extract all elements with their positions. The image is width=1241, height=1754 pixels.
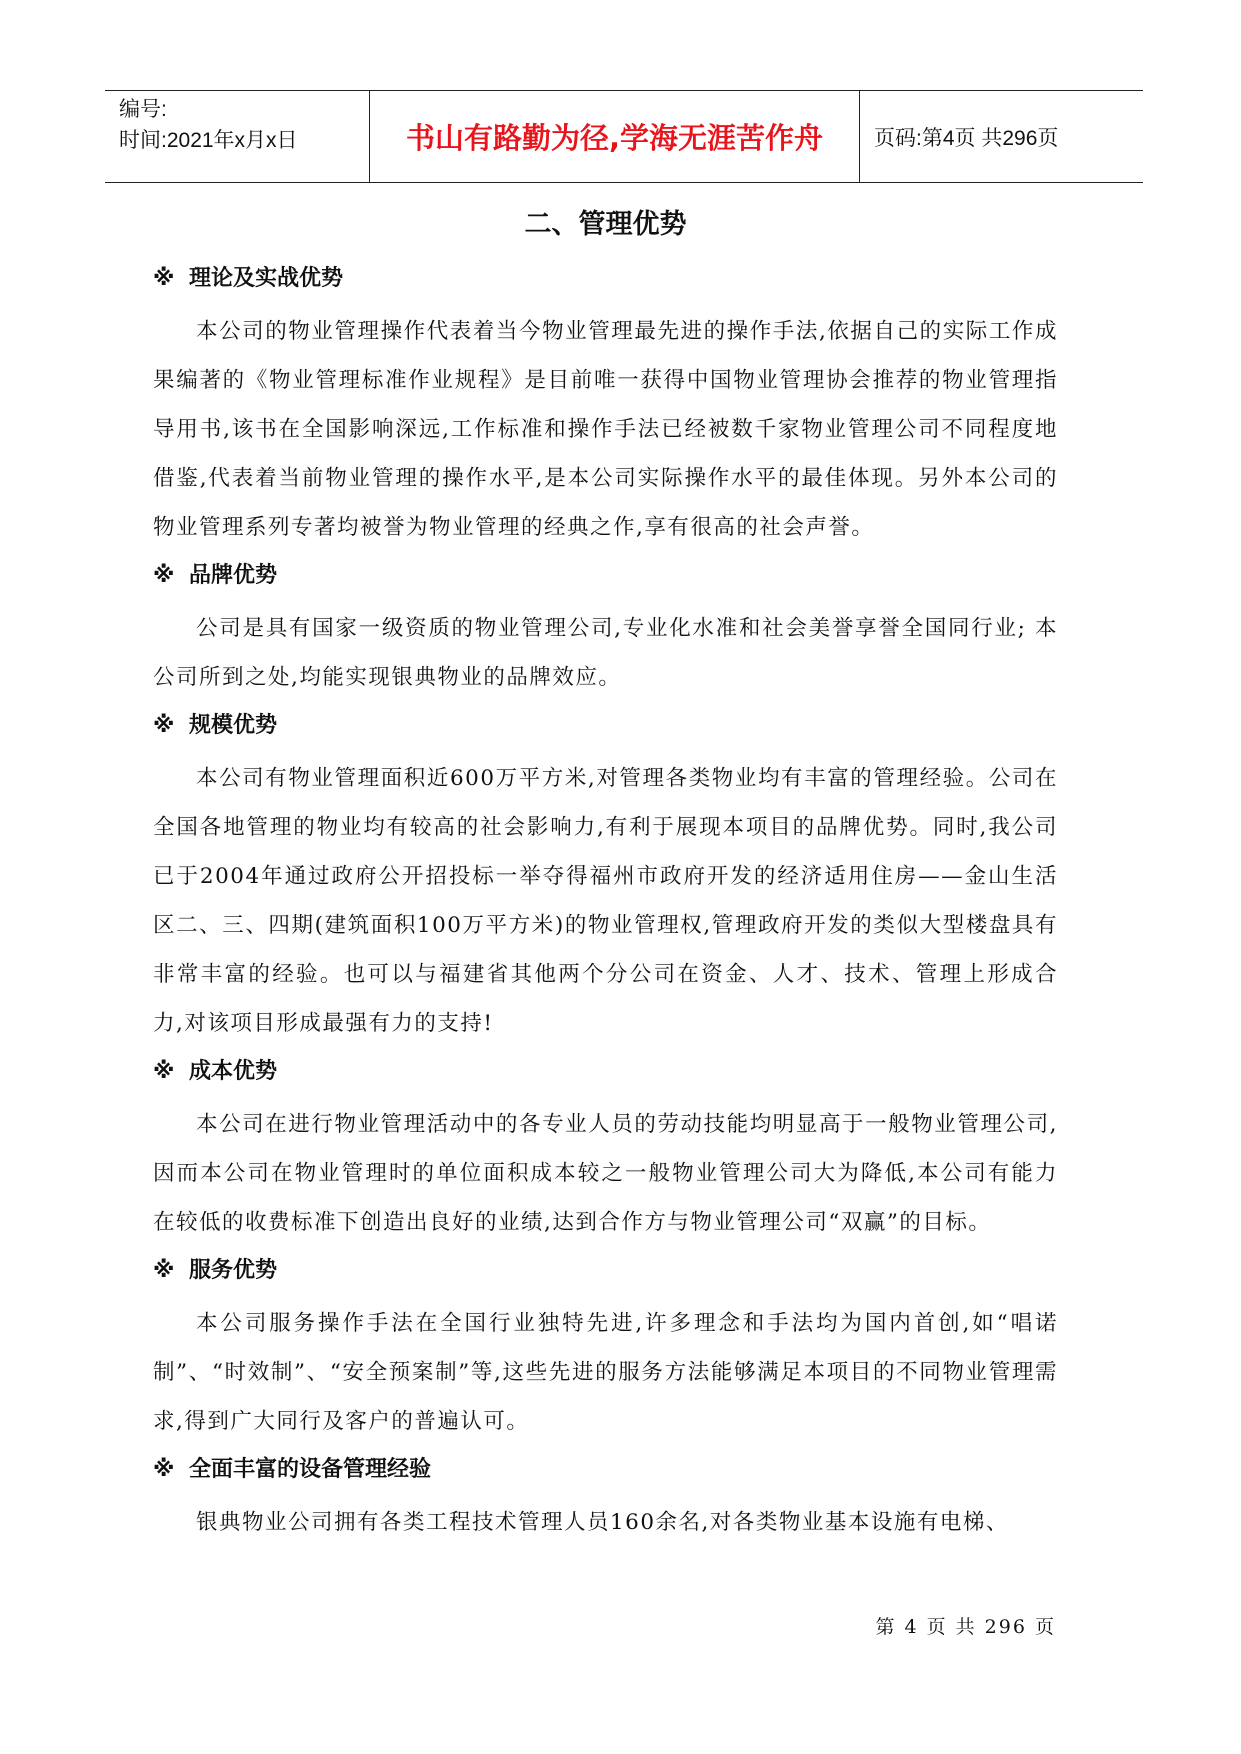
reference-mark: ※	[153, 1059, 175, 1084]
page-footer: 第 4 页 共 296 页	[875, 1616, 1056, 1638]
section	[153, 708, 1058, 1048]
header-meta	[105, 91, 370, 182]
section-heading-text: 规模优势	[189, 713, 278, 738]
header-page-number: 页码:第4页 共296页	[874, 126, 1059, 150]
section-heading-text: 成本优势	[189, 1059, 278, 1084]
paragraph: 公司是具有国家一级资质的物业管理公司,专业化水准和社会美誉享誉全国同行业; 本公司所到之处,均能实现银典物业的品牌效应。	[153, 616, 1058, 690]
header-page-number-cell	[860, 91, 1143, 182]
reference-mark: ※	[153, 1457, 175, 1482]
paragraph: 本公司服务操作手法在全国行业独特先进,许多理念和手法均为国内首创,如“唱诺制”、“时效制”、“安全预案制”等,这些先进的服务方法能够满足本项目的不同物业管理需求,得到广大同行及客户的普遍认可。	[153, 1311, 1058, 1434]
section	[153, 1054, 1058, 1247]
section	[153, 1253, 1058, 1446]
header-motto-cell	[370, 91, 860, 182]
section	[153, 558, 1058, 702]
section-heading	[153, 1054, 1058, 1090]
paragraph: 本公司的物业管理操作代表着当今物业管理最先进的操作手法,依据自己的实际工作成果编著的《物业管理标准作业规程》是目前唯一获得中国物业管理协会推荐的物业管理指导用书,该书在全国影响深远,工作标准和操作手法已经被数千家物业管理公司不同程度地借鉴,代表着当前物业管理的操作水平,是本公司实际操作水平的最佳体现。另外本公司的物业管理系列专著均被誉为物业管理的经典之作,享有很高的社会声誉。	[153, 319, 1058, 540]
section-heading-text: 品牌优势	[189, 563, 278, 588]
section-heading	[153, 1253, 1058, 1289]
paragraph: 本公司有物业管理面积近600万平方米,对管理各类物业均有丰富的管理经验。公司在全国各地管理的物业均有较高的社会影响力,有利于展现本项目的品牌优势。同时,我公司已于2004年通过政府公开招投标一举夺得福州市政府开发的经济适用住房——金山生活区二、三、四期(建筑面积100万平方米)的物业管理权,管理政府开发的类似大型楼盘具有非常丰富的经验。也可以与福建省其他两个分公司在资金、人才、技术、管理上形成合力,对该项目形成最强有力的支持!	[153, 766, 1058, 1036]
paragraph: 本公司在进行物业管理活动中的各专业人员的劳动技能均明显高于一般物业管理公司,因而本公司在物业管理时的单位面积成本较之一般物业管理公司大为降低,本公司有能力在较低的收费标准下创造出良好的业绩,达到合作方与物业管理公司“双赢”的目标。	[153, 1112, 1058, 1235]
section-heading	[153, 261, 1058, 297]
reference-mark: ※	[153, 713, 175, 738]
reference-mark: ※	[153, 563, 175, 588]
section-heading-text: 服务优势	[189, 1258, 278, 1283]
section	[153, 261, 1058, 552]
document-body	[153, 205, 1058, 1553]
section-heading-text: 理论及实战优势	[189, 266, 344, 291]
page-header	[105, 90, 1143, 183]
section-heading	[153, 558, 1058, 594]
section-heading-text: 全面丰富的设备管理经验	[189, 1457, 432, 1482]
paragraph: 银典物业公司拥有各类工程技术管理人员160余名,对各类物业基本设施有电梯、	[196, 1510, 1009, 1535]
page-title: 二、管理优势	[524, 209, 687, 240]
document-code-label: 编号:	[119, 98, 167, 121]
document-time-label: 时间:2021年x月x日	[119, 129, 298, 152]
reference-mark: ※	[153, 266, 175, 291]
section	[153, 1452, 1058, 1547]
reference-mark: ※	[153, 1258, 175, 1283]
section-heading	[153, 708, 1058, 744]
section-heading	[153, 1452, 1058, 1488]
header-motto: 书山有路勤为径,学海无涯苦作舟	[405, 121, 824, 155]
